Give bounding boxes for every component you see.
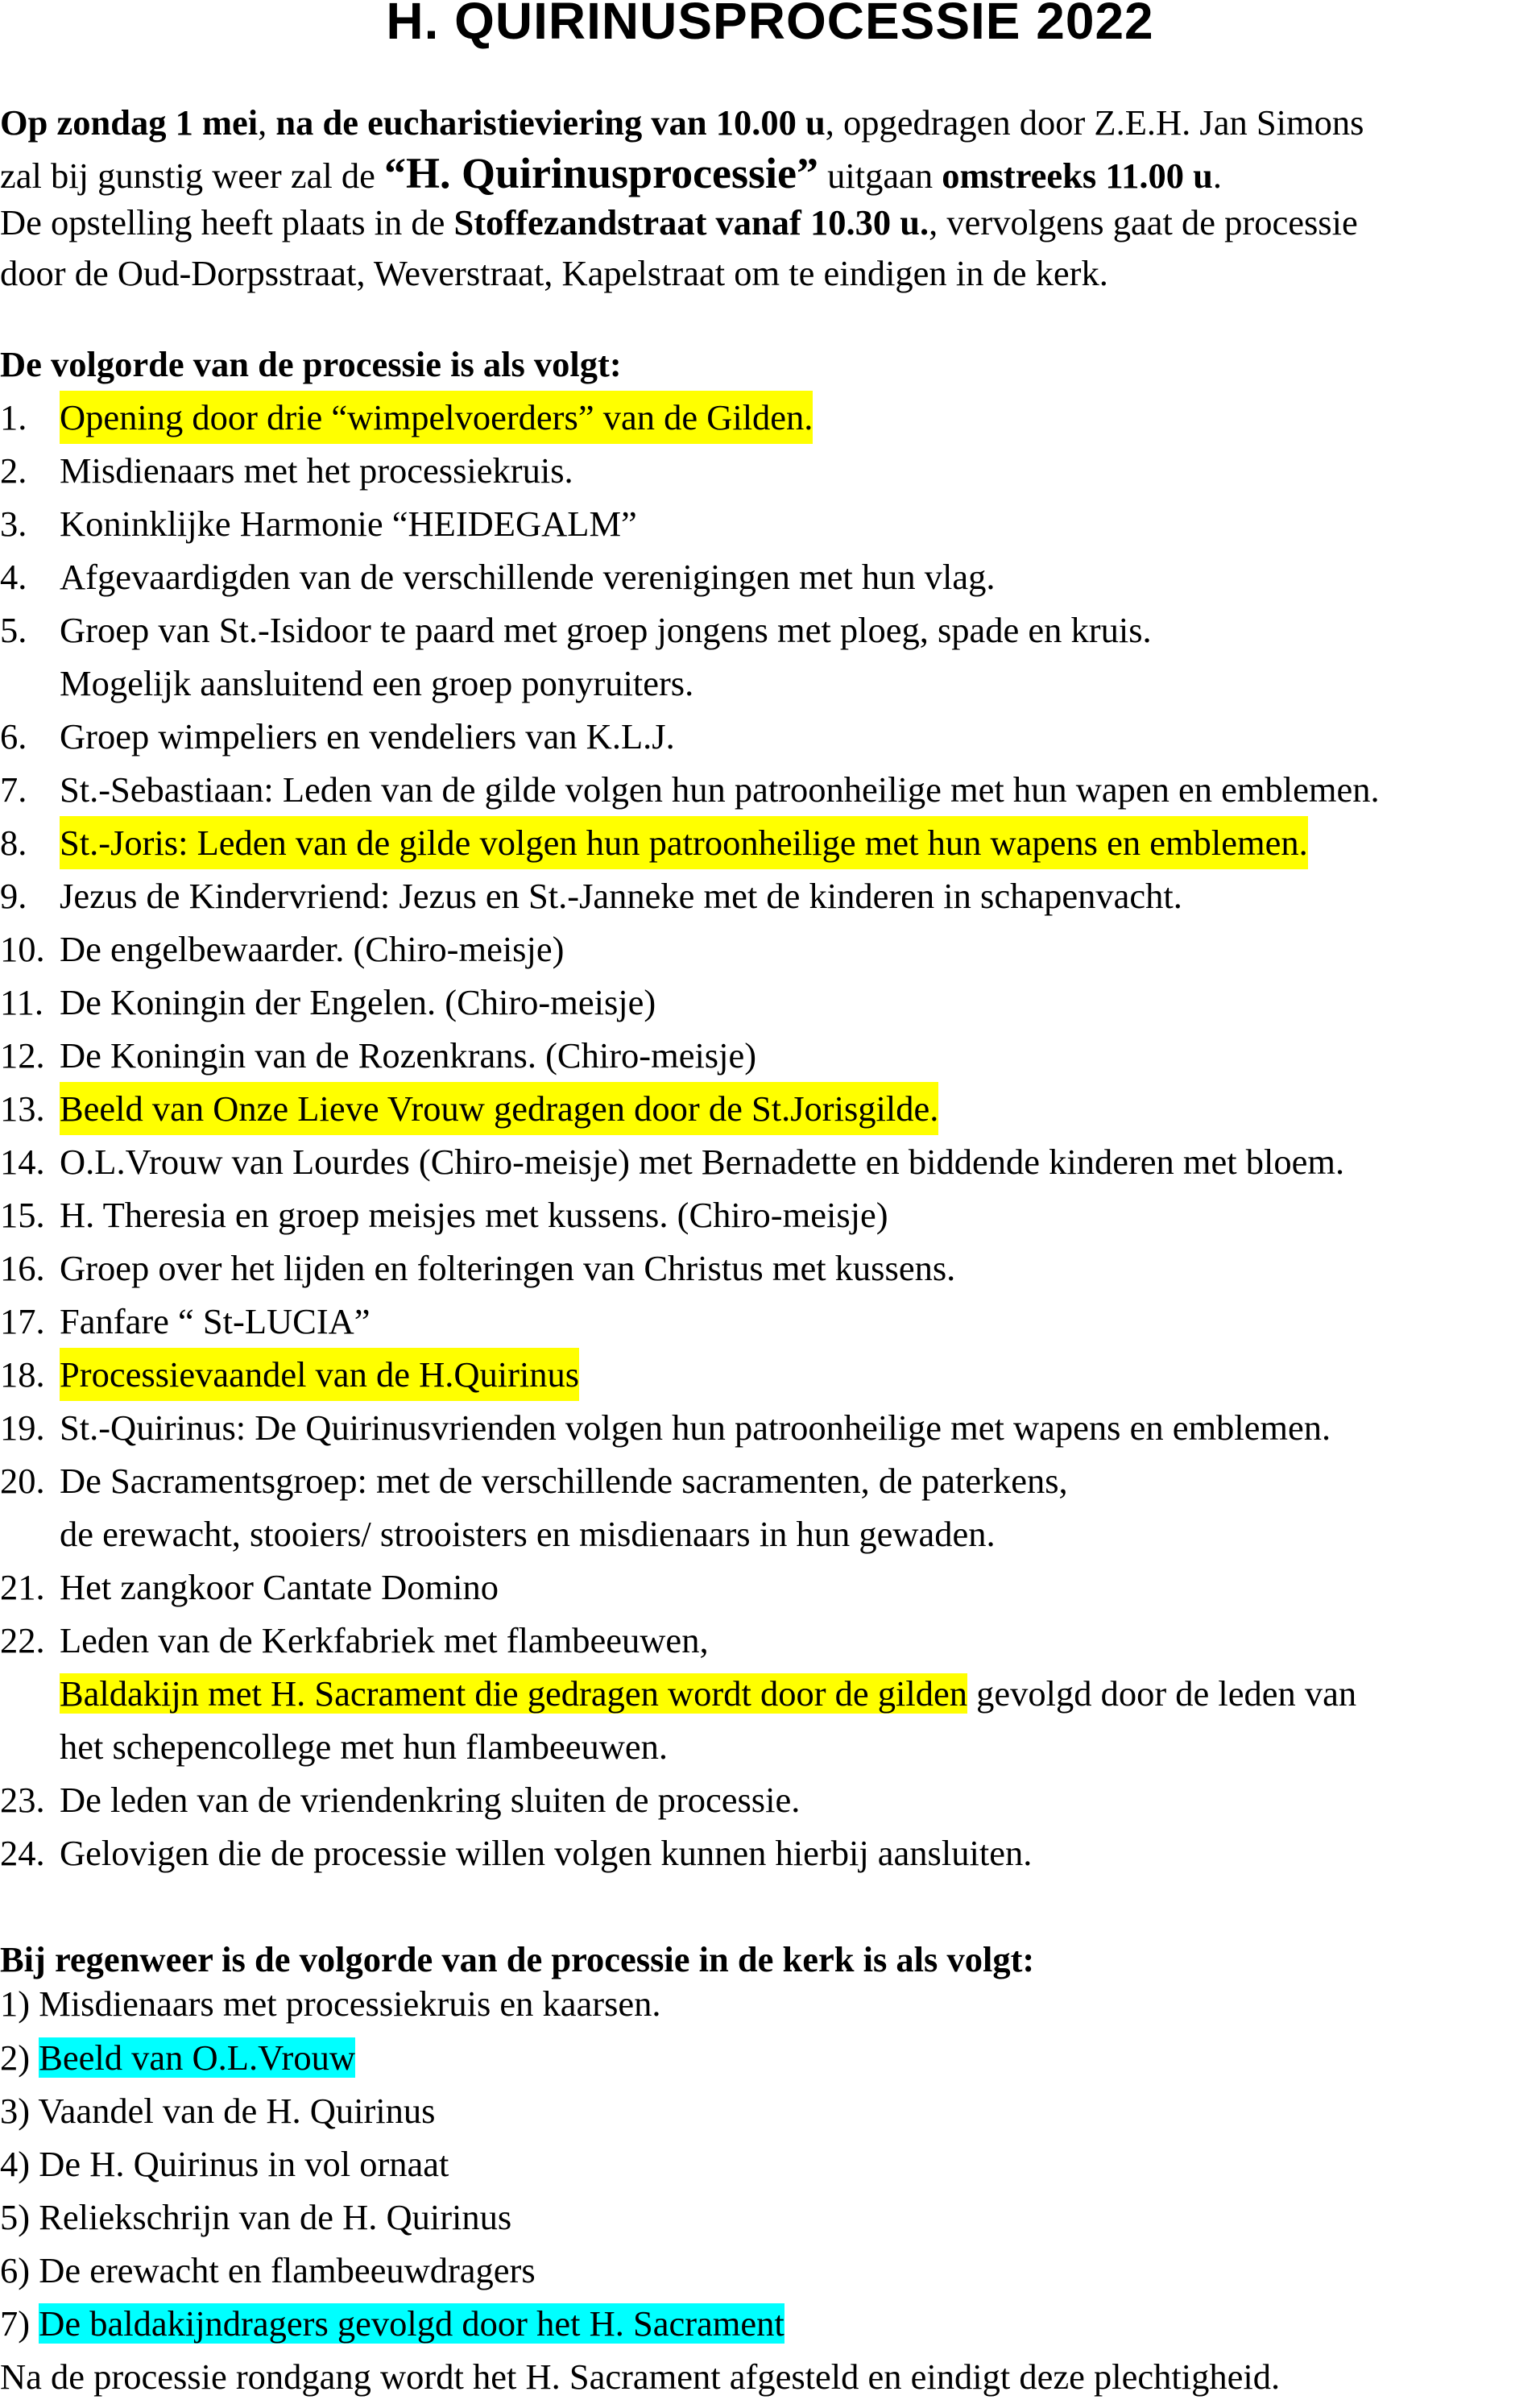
order-item-text: Groep van St.-Isidoor te paard met groep jongens met ploeg, spade en kruis. — [60, 610, 1152, 650]
intro-route: door de Oud-Dorpsstraat, Weverstraat, Kapelstraat om te eindigen in de kerk. — [0, 253, 1108, 293]
order-item-number: 11. — [0, 982, 43, 1022]
rain-item — [0, 2191, 511, 2244]
order-item-number: 15. — [0, 1195, 45, 1235]
order-item-number: 24. — [0, 1833, 45, 1873]
order-item-text: St.-Sebastiaan: Leden van de gilde volgen hun patroonheilige met hun wapen en emblemen. — [60, 769, 1380, 810]
order-item-text: H. Theresia en groep meisjes met kussens. (Chiro-meisje) — [60, 1195, 888, 1235]
intro-date: Op zondag 1 mei — [0, 102, 259, 143]
rain-item — [0, 2137, 449, 2191]
order-item-text: Gelovigen die de processie willen volgen kunnen hierbij aansluiten. — [60, 1833, 1033, 1873]
rain-item-text: Vaandel van de H. Quirinus — [38, 2091, 436, 2131]
order-item-text: de erewacht, stooiers/ strooisters en misdienaars in hun gewaden. — [60, 1514, 996, 1554]
order-item-text: De Sacramentsgroep: met de verschillende sacramenten, de paterkens, — [60, 1461, 1068, 1501]
intro-lineup-location: Stoffezandstraat vanaf 10.30 u. — [453, 202, 929, 242]
rain-item — [0, 2297, 784, 2350]
order-item-number: 16. — [0, 1248, 45, 1288]
order-item-number: 23. — [0, 1780, 45, 1820]
order-item-highlight: Baldakijn met H. Sacrament die gedragen wordt door de gilden — [60, 1673, 967, 1714]
intro-text: . — [1212, 155, 1223, 196]
intro-mass-time: na de eucharistieviering van 10.00 u — [275, 102, 826, 143]
intro-text: uitgaan — [818, 155, 942, 196]
order-item-number: 9. — [0, 876, 27, 916]
order-item-number: 4. — [0, 557, 27, 597]
rain-item-number: 5) — [0, 2197, 39, 2237]
order-item-text: Mogelijk aansluitend een groep ponyruiters. — [60, 663, 694, 703]
order-item-text: Groep wimpeliers en vendeliers van K.L.J. — [60, 716, 675, 756]
order-item-number: 20. — [0, 1461, 45, 1501]
order-item-number: 6. — [0, 716, 27, 756]
intro-line-4 — [0, 247, 1108, 300]
rain-item-text: De H. Quirinus in vol ornaat — [39, 2144, 449, 2184]
rain-item-number: 7) — [0, 2303, 39, 2344]
intro-text: De opstelling heeft plaats in de — [0, 202, 454, 242]
order-item-text: Afgevaardigden van de verschillende verenigingen met hun vlag. — [60, 557, 996, 597]
intro-celebrant: , opgedragen door Z.E.H. Jan Simons — [825, 102, 1364, 143]
rain-item-number: 3) — [0, 2091, 39, 2131]
order-item-number: 1. — [0, 397, 27, 437]
order-item-number: 17. — [0, 1301, 45, 1341]
order-item-text: Processievaandel van de H.Quirinus — [60, 1348, 579, 1401]
rain-item-text: De erewacht en flambeeuwdragers — [39, 2250, 536, 2290]
order-item-number: 22. — [0, 1620, 45, 1660]
intro-line-3 — [0, 196, 1358, 249]
rain-item-number: 6) — [0, 2250, 39, 2290]
intro-sep: , — [258, 102, 276, 143]
rain-item-number: 2) — [0, 2037, 39, 2078]
order-item-number: 8. — [0, 823, 27, 863]
order-item-text: De leden van de vriendenkring sluiten de processie. — [60, 1780, 801, 1820]
order-item-number: 3. — [0, 504, 27, 544]
procession-name: “H. Quirinusprocessie” — [383, 149, 819, 197]
rain-item-text: De baldakijndragers gevolgd door het H. Sacrament — [39, 2303, 784, 2344]
order-item-text: Jezus de Kindervriend: Jezus en St.-Janneke met de kinderen in schapenvacht. — [60, 876, 1182, 916]
rain-item — [0, 2084, 435, 2137]
order-item-text: Leden van de Kerkfabriek met flambeeuwen, — [60, 1620, 709, 1660]
rain-item — [0, 1977, 661, 2030]
order-item-number: 7. — [0, 769, 27, 810]
order-item-number: 18. — [0, 1354, 45, 1395]
rain-item — [0, 2244, 536, 2297]
order-item-text: Opening door drie “wimpelvoerders” van de Gilden. — [60, 391, 813, 444]
order-item-text: St.-Quirinus: De Quirinusvrienden volgen hun patroonheilige met wapens en emblemen. — [60, 1407, 1331, 1448]
order-item-number: 14. — [0, 1142, 45, 1182]
order-item-number: 13. — [0, 1088, 45, 1129]
intro-text: , vervolgens gaat de processie — [929, 202, 1358, 242]
order-item-number: 19. — [0, 1407, 45, 1448]
rain-heading: Bij regenweer is de volgorde van de processie in de kerk is als volgt: — [0, 1939, 1035, 1979]
page-title: H. QUIRINUSPROCESSIE 2022 — [386, 0, 1154, 50]
intro-line-2 — [0, 147, 1222, 200]
order-item-number: 2. — [0, 450, 27, 491]
rain-item-number: 1) — [0, 1983, 39, 2024]
order-item-number: 12. — [0, 1035, 45, 1076]
rain-item-text: Misdienaars met processiekruis en kaarsen. — [39, 1983, 661, 2024]
order-item-text: O.L.Vrouw van Lourdes (Chiro-meisje) met Bernadette en biddende kinderen met bloem. — [60, 1142, 1345, 1182]
order-item-text: Fanfare “ St-LUCIA” — [60, 1301, 371, 1341]
order-item-text: gevolgd door de leden van — [967, 1673, 1357, 1714]
rain-item-number: 4) — [0, 2144, 39, 2184]
order-item-text: het schepencollege met hun flambeeuwen. — [60, 1726, 668, 1767]
order-item-number: 5. — [0, 610, 27, 650]
closing-text: Na de processie rondgang wordt het H. Sacrament afgesteld en eindigt deze plechtigheid. — [0, 2356, 1281, 2397]
order-item-text: Beeld van Onze Lieve Vrouw gedragen door de St.Jorisgilde. — [60, 1082, 938, 1135]
order-item-text: De Koningin der Engelen. (Chiro-meisje) — [60, 982, 656, 1022]
rain-item-text: Reliekschrijn van de H. Quirinus — [39, 2197, 512, 2237]
order-heading: De volgorde van de processie is als volgt: — [0, 344, 622, 384]
order-item-text: De engelbewaarder. (Chiro-meisje) — [60, 929, 565, 969]
intro-start-time: omstreeks 11.00 u — [942, 155, 1213, 196]
intro-line-1 — [0, 96, 1364, 149]
intro-text: zal bij gunstig weer zal de — [0, 155, 384, 196]
order-item-number: 21. — [0, 1567, 45, 1607]
order-item-text: Het zangkoor Cantate Domino — [60, 1567, 499, 1607]
order-item-text: Misdienaars met het processiekruis. — [60, 450, 573, 491]
order-item-text: De Koningin van de Rozenkrans. (Chiro-meisje) — [60, 1035, 757, 1076]
order-item-text: St.-Joris: Leden van de gilde volgen hun patroonheilige met hun wapens en emblemen. — [60, 816, 1308, 869]
order-item-text-group — [60, 1667, 1356, 1720]
order-item-number: 10. — [0, 929, 45, 969]
rain-item-text: Beeld van O.L.Vrouw — [39, 2037, 355, 2078]
order-item-text: Groep over het lijden en folteringen van Christus met kussens. — [60, 1248, 956, 1288]
order-item-text: Koninklijke Harmonie “HEIDEGALM” — [60, 504, 637, 544]
rain-item — [0, 2031, 355, 2084]
